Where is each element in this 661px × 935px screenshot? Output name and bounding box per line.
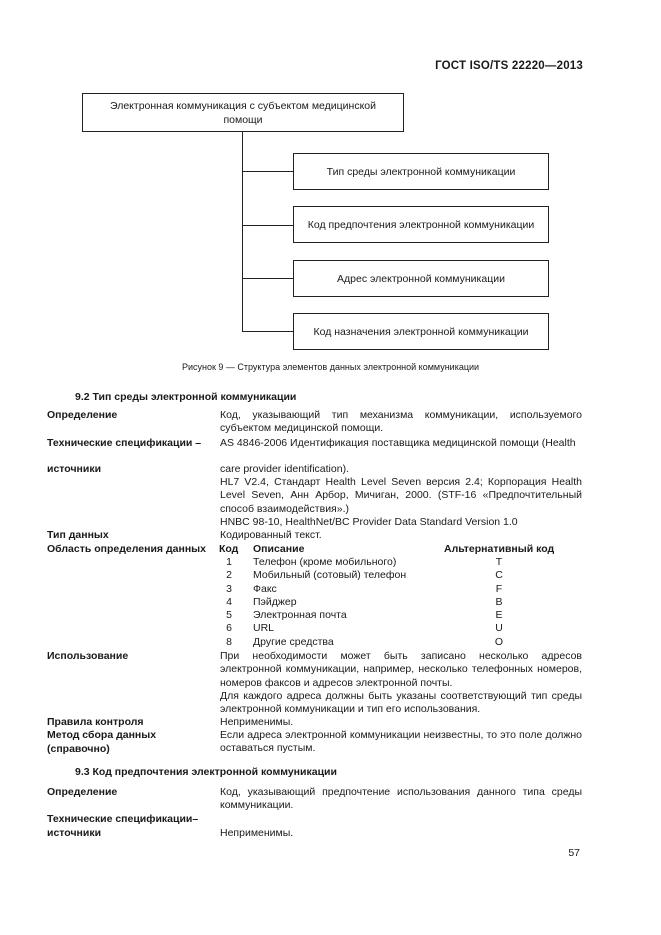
specs-value-as4846-cont: care provider identification). [220, 463, 349, 475]
table-row-code: 3 [226, 583, 232, 595]
specs-value-hnbc: HNBC 98-10, HealthNet/BC Provider Data Standard Version 1.0 [220, 516, 518, 528]
diagram-child-box: Код назначения электронной коммуникации [293, 313, 549, 350]
definition-value: Код, указывающий тип механизма коммуникации, используемого субъектом медицинской помощи. [220, 409, 582, 435]
table-row-alt-code: O [494, 636, 504, 648]
validation-rules-label: Правила контроля [47, 716, 144, 728]
diagram-child-box: Тип среды электронной коммуникации [293, 153, 549, 190]
table-row-description: Телефон (кроме мобильного) [253, 556, 397, 568]
diagram-branch-line [242, 225, 293, 226]
table-row-description: Пэйджер [253, 596, 297, 608]
table-row-alt-code: B [495, 596, 503, 608]
usage-value: При необходимости может быть записано несколько адресов электронной коммуникации, например, несколько телефонных номеров, номеров факсов и адресов электронной почты. [220, 650, 582, 689]
usage-value-cont: Для каждого адреса должны быть указаны соответствующий тип среды электронной коммуникации и тип его использования. [220, 690, 582, 716]
collection-method-value: Если адреса электронной коммуникации неизвестны, то это поле должно оставаться пустым. [220, 729, 582, 755]
collection-method-label-cont: (справочно) [47, 743, 110, 755]
usage-label: Использование [47, 650, 129, 662]
table-row-description: Факс [253, 583, 277, 595]
code-column-header: Код [219, 543, 239, 555]
domain-label: Область определения данных [47, 543, 206, 555]
diagram-branch-line [242, 278, 293, 279]
specs-label-cont: источники [47, 463, 102, 475]
table-row-code: 8 [226, 636, 232, 648]
diagram-branch-line [242, 331, 293, 332]
table-row-alt-code: T [495, 556, 503, 568]
table-row-alt-code: U [495, 622, 503, 634]
page-number: 57 [568, 847, 580, 859]
definition-label: Определение [47, 409, 118, 421]
table-row-code: 1 [226, 556, 232, 568]
specs-label-cont: источники [47, 827, 102, 839]
diagram-child-box: Адрес электронной коммуникации [293, 260, 549, 297]
table-row-alt-code: C [495, 569, 503, 581]
definition-label: Определение [47, 786, 118, 798]
table-row-description: Другие средства [253, 636, 334, 648]
figure-caption: Рисунок 9 — Структура элементов данных электронной коммуникации [181, 362, 480, 372]
description-column-header: Описание [253, 543, 305, 555]
alt-code-column-header: Альтернативный код [444, 543, 555, 555]
specs-label: Технические спецификации– [47, 813, 199, 825]
specs-label: Технические спецификации – [47, 437, 202, 449]
collection-method-label: Метод сбора данных [47, 729, 157, 741]
document-standard-header: ГОСТ ISO/TS 22220—2013 [435, 60, 583, 72]
table-row-code: 5 [226, 609, 232, 621]
section-title-9-2: 9.2 Тип среды электронной коммуникации [75, 391, 297, 403]
validation-rules-value: Неприменимы. [220, 716, 294, 728]
diagram-child-box: Код предпочтения электронной коммуникации [293, 206, 549, 243]
table-row-alt-code: F [495, 583, 503, 595]
table-row-description: Электронная почта [253, 609, 347, 621]
table-row-description: Мобильный (сотовый) телефон [253, 569, 407, 581]
table-row-code: 4 [226, 596, 232, 608]
specs-value-as4846: AS 4846-2006 Идентификация поставщика медицинской помощи (Health [220, 437, 576, 449]
diagram-trunk-line [242, 132, 243, 332]
diagram-root-box: Электронная коммуникация с субъектом медицинской помощи [82, 93, 404, 132]
definition-value: Код, указывающий предпочтение использования данного типа среды коммуникации. [220, 786, 582, 812]
specs-value: Неприменимы. [220, 827, 294, 839]
diagram-branch-line [242, 171, 293, 172]
table-row-alt-code: E [495, 609, 503, 621]
specs-value-hl7: HL7 V2.4, Стандарт Health Level Seven версия 2.4; Корпорация Health Level Seven, Анн Арбор, Мичиган, 2000. (STF-16 «Предпочтительный способ взаимодействия».) [220, 476, 582, 515]
section-title-9-3: 9.3 Код предпочтения электронной коммуникации [75, 766, 337, 778]
table-row-code: 2 [226, 569, 232, 581]
datatype-label: Тип данных [47, 529, 109, 541]
table-row-description: URL [253, 622, 275, 634]
table-row-code: 6 [226, 622, 232, 634]
datatype-value: Кодированный текст. [220, 529, 322, 541]
